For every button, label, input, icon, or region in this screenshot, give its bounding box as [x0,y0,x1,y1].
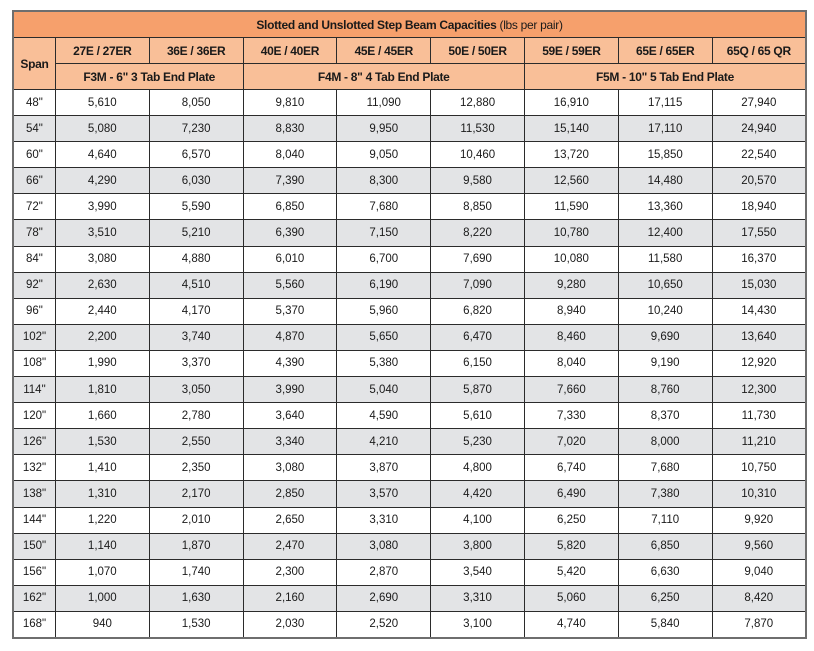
capacity-cell: 4,590 [337,403,431,429]
span-cell: 114" [13,377,55,403]
capacity-cell: 2,010 [149,507,243,533]
table-row [13,90,806,116]
table-row [13,116,806,142]
capacity-cell: 8,760 [618,377,712,403]
capacity-cell: 8,460 [524,324,618,350]
capacity-cell: 3,100 [431,611,525,638]
capacity-cell: 3,870 [337,455,431,481]
span-cell: 126" [13,429,55,455]
capacity-cell: 4,170 [149,298,243,324]
group-header-f4m: F4M - 8" 4 Tab End Plate [243,64,524,90]
capacity-cell: 7,020 [524,429,618,455]
capacity-cell: 16,910 [524,90,618,116]
capacity-cell: 1,810 [55,377,149,403]
capacity-cell: 14,480 [618,168,712,194]
capacity-cell: 6,490 [524,481,618,507]
capacity-cell: 3,510 [55,220,149,246]
column-header: 45E / 45ER [337,38,431,64]
capacity-cell: 5,080 [55,116,149,142]
capacity-cell: 4,100 [431,507,525,533]
capacity-cell: 4,870 [243,324,337,350]
capacity-cell: 3,800 [431,533,525,559]
capacity-cell: 8,830 [243,116,337,142]
capacity-cell: 2,300 [243,559,337,585]
capacity-cell: 18,940 [712,194,806,220]
capacity-cell: 6,740 [524,455,618,481]
capacity-cell: 13,720 [524,142,618,168]
capacity-cell: 20,570 [712,168,806,194]
capacity-cell: 2,170 [149,481,243,507]
capacity-cell: 2,160 [243,585,337,611]
capacity-cell: 6,010 [243,246,337,272]
capacity-cell: 5,870 [431,377,525,403]
title-row [13,11,806,38]
capacity-cell: 2,870 [337,559,431,585]
capacity-cell: 2,470 [243,533,337,559]
capacity-cell: 5,560 [243,272,337,298]
table-row [13,455,806,481]
capacity-cell: 1,530 [149,611,243,638]
capacity-cell: 8,850 [431,194,525,220]
capacity-cell: 5,420 [524,559,618,585]
table-row [13,298,806,324]
capacity-cell: 17,110 [618,116,712,142]
capacity-cell: 7,870 [712,611,806,638]
capacity-cell: 11,210 [712,429,806,455]
capacity-cell: 7,690 [431,246,525,272]
capacity-cell: 11,530 [431,116,525,142]
capacity-cell: 13,360 [618,194,712,220]
table-row [13,142,806,168]
capacity-cell: 8,220 [431,220,525,246]
capacity-cell: 6,250 [618,585,712,611]
table-row [13,194,806,220]
capacity-cell: 5,960 [337,298,431,324]
capacity-cell: 9,050 [337,142,431,168]
table-row [13,533,806,559]
capacity-cell: 15,140 [524,116,618,142]
capacity-cell: 2,200 [55,324,149,350]
capacity-table-container [12,10,807,639]
capacity-cell: 11,090 [337,90,431,116]
column-header: 36E / 36ER [149,38,243,64]
capacity-cell: 8,370 [618,403,712,429]
capacity-cell: 4,420 [431,481,525,507]
table-row [13,481,806,507]
capacity-cell: 11,580 [618,246,712,272]
column-header: 59E / 59ER [524,38,618,64]
capacity-cell: 8,050 [149,90,243,116]
capacity-cell: 1,630 [149,585,243,611]
table-row [13,350,806,376]
capacity-cell: 2,520 [337,611,431,638]
capacity-cell: 7,390 [243,168,337,194]
capacity-cell: 9,950 [337,116,431,142]
span-cell: 84" [13,246,55,272]
table-row [13,324,806,350]
capacity-cell: 8,940 [524,298,618,324]
capacity-cell: 3,310 [337,507,431,533]
table-row [13,429,806,455]
capacity-cell: 15,030 [712,272,806,298]
capacity-cell: 2,650 [243,507,337,533]
capacity-cell: 6,150 [431,350,525,376]
column-header: 65E / 65ER [618,38,712,64]
table-row [13,246,806,272]
capacity-cell: 7,150 [337,220,431,246]
column-header: 27E / 27ER [55,38,149,64]
capacity-cell: 1,310 [55,481,149,507]
step-beam-capacity-table [12,10,807,639]
capacity-cell: 5,650 [337,324,431,350]
capacity-cell: 13,640 [712,324,806,350]
capacity-cell: 9,040 [712,559,806,585]
capacity-cell: 8,420 [712,585,806,611]
capacity-cell: 1,870 [149,533,243,559]
capacity-cell: 22,540 [712,142,806,168]
span-cell: 150" [13,533,55,559]
capacity-cell: 8,040 [524,350,618,376]
capacity-cell: 5,060 [524,585,618,611]
capacity-cell: 9,920 [712,507,806,533]
capacity-cell: 5,590 [149,194,243,220]
capacity-cell: 1,410 [55,455,149,481]
capacity-cell: 2,550 [149,429,243,455]
capacity-cell: 5,210 [149,220,243,246]
capacity-cell: 3,080 [337,533,431,559]
capacity-cell: 5,040 [337,377,431,403]
column-header: 65Q / 65 QR [712,38,806,64]
capacity-cell: 6,850 [243,194,337,220]
capacity-cell: 1,660 [55,403,149,429]
capacity-cell: 3,310 [431,585,525,611]
capacity-cell: 8,000 [618,429,712,455]
capacity-cell: 9,190 [618,350,712,376]
span-cell: 60" [13,142,55,168]
capacity-cell: 17,550 [712,220,806,246]
span-cell: 54" [13,116,55,142]
capacity-cell: 3,740 [149,324,243,350]
capacity-cell: 4,290 [55,168,149,194]
capacity-cell: 9,580 [431,168,525,194]
capacity-cell: 5,610 [431,403,525,429]
capacity-cell: 1,070 [55,559,149,585]
table-row [13,585,806,611]
capacity-cell: 7,110 [618,507,712,533]
capacity-cell: 5,820 [524,533,618,559]
capacity-cell: 2,350 [149,455,243,481]
span-cell: 108" [13,350,55,376]
capacity-cell: 1,000 [55,585,149,611]
span-cell: 168" [13,611,55,638]
capacity-cell: 8,040 [243,142,337,168]
capacity-cell: 6,390 [243,220,337,246]
capacity-cell: 7,380 [618,481,712,507]
capacity-cell: 3,570 [337,481,431,507]
table-title-note: (lbs per pair) [499,17,563,32]
table-row [13,168,806,194]
capacity-cell: 3,080 [55,246,149,272]
capacity-cell: 7,680 [337,194,431,220]
capacity-cell: 11,730 [712,403,806,429]
span-cell: 132" [13,455,55,481]
capacity-cell: 10,080 [524,246,618,272]
capacity-cell: 9,560 [712,533,806,559]
capacity-cell: 10,240 [618,298,712,324]
capacity-cell: 5,380 [337,350,431,376]
capacity-cell: 3,640 [243,403,337,429]
table-row [13,272,806,298]
capacity-cell: 3,080 [243,455,337,481]
capacity-cell: 9,690 [618,324,712,350]
span-cell: 96" [13,298,55,324]
capacity-cell: 3,340 [243,429,337,455]
capacity-cell: 11,590 [524,194,618,220]
capacity-cell: 4,210 [337,429,431,455]
column-header: 50E / 50ER [431,38,525,64]
capacity-cell: 12,560 [524,168,618,194]
capacity-cell: 10,780 [524,220,618,246]
table-body [13,90,806,638]
group-header-f5m: F5M - 10" 5 Tab End Plate [524,64,806,90]
capacity-cell: 3,540 [431,559,525,585]
capacity-cell: 4,800 [431,455,525,481]
table-title [13,11,806,38]
capacity-cell: 10,750 [712,455,806,481]
span-cell: 120" [13,403,55,429]
capacity-cell: 12,400 [618,220,712,246]
capacity-cell: 7,680 [618,455,712,481]
capacity-cell: 6,630 [618,559,712,585]
capacity-cell: 14,430 [712,298,806,324]
capacity-cell: 9,810 [243,90,337,116]
span-cell: 144" [13,507,55,533]
column-header: 40E / 40ER [243,38,337,64]
capacity-cell: 10,650 [618,272,712,298]
capacity-cell: 1,990 [55,350,149,376]
capacity-cell: 1,140 [55,533,149,559]
capacity-cell: 12,300 [712,377,806,403]
capacity-cell: 9,280 [524,272,618,298]
capacity-cell: 10,310 [712,481,806,507]
capacity-cell: 4,880 [149,246,243,272]
capacity-cell: 3,370 [149,350,243,376]
capacity-cell: 6,850 [618,533,712,559]
span-cell: 156" [13,559,55,585]
capacity-cell: 6,470 [431,324,525,350]
span-cell: 78" [13,220,55,246]
span-header: Span [13,38,55,90]
capacity-cell: 6,570 [149,142,243,168]
span-cell: 162" [13,585,55,611]
span-cell: 66" [13,168,55,194]
capacity-cell: 1,530 [55,429,149,455]
table-row [13,403,806,429]
capacity-cell: 4,390 [243,350,337,376]
capacity-cell: 4,640 [55,142,149,168]
capacity-cell: 24,940 [712,116,806,142]
table-row [13,559,806,585]
capacity-cell: 17,115 [618,90,712,116]
capacity-cell: 8,300 [337,168,431,194]
capacity-cell: 6,190 [337,272,431,298]
column-header-row [13,38,806,64]
capacity-cell: 12,920 [712,350,806,376]
capacity-cell: 2,780 [149,403,243,429]
capacity-cell: 2,630 [55,272,149,298]
capacity-cell: 2,030 [243,611,337,638]
table-row [13,611,806,638]
capacity-cell: 7,230 [149,116,243,142]
capacity-cell: 12,880 [431,90,525,116]
table-row [13,377,806,403]
capacity-cell: 7,090 [431,272,525,298]
group-header-row [13,64,806,90]
span-cell: 138" [13,481,55,507]
capacity-cell: 940 [55,611,149,638]
capacity-cell: 4,510 [149,272,243,298]
capacity-cell: 6,030 [149,168,243,194]
table-row [13,220,806,246]
capacity-cell: 15,850 [618,142,712,168]
span-cell: 48" [13,90,55,116]
capacity-cell: 4,740 [524,611,618,638]
group-header-f3m: F3M - 6" 3 Tab End Plate [55,64,243,90]
capacity-cell: 3,050 [149,377,243,403]
capacity-cell: 6,250 [524,507,618,533]
capacity-cell: 5,230 [431,429,525,455]
span-cell: 102" [13,324,55,350]
capacity-cell: 2,440 [55,298,149,324]
capacity-cell: 3,990 [55,194,149,220]
table-title-text: Slotted and Unslotted Step Beam Capacities [256,17,497,32]
capacity-cell: 16,370 [712,246,806,272]
capacity-cell: 7,660 [524,377,618,403]
capacity-cell: 5,840 [618,611,712,638]
capacity-cell: 6,700 [337,246,431,272]
capacity-cell: 10,460 [431,142,525,168]
capacity-cell: 3,990 [243,377,337,403]
capacity-cell: 5,610 [55,90,149,116]
capacity-cell: 1,220 [55,507,149,533]
capacity-cell: 2,690 [337,585,431,611]
capacity-cell: 5,370 [243,298,337,324]
capacity-cell: 2,850 [243,481,337,507]
capacity-cell: 1,740 [149,559,243,585]
capacity-cell: 6,820 [431,298,525,324]
capacity-cell: 7,330 [524,403,618,429]
table-row [13,507,806,533]
capacity-cell: 27,940 [712,90,806,116]
span-cell: 92" [13,272,55,298]
span-cell: 72" [13,194,55,220]
